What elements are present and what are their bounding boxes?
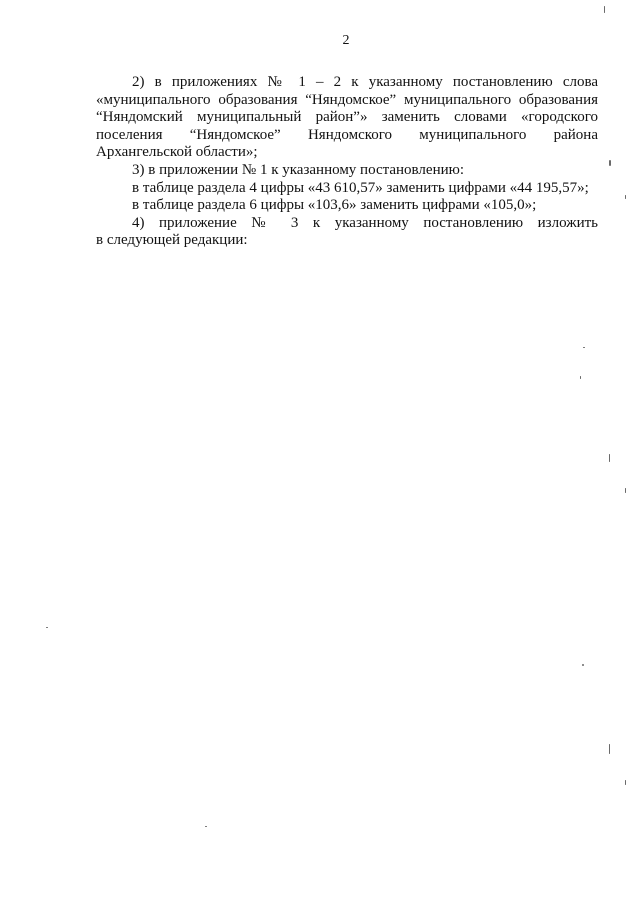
scan-speck: [609, 160, 611, 166]
item-3-intro: 3) в приложении № 1 к указанному постановлению:: [132, 161, 464, 178]
item-2-line-2: «муниципального образования “Няндомское” муниципального образования: [96, 91, 598, 108]
item-2-line-3: “Няндомский муниципальный район”» заменить словами «городского: [96, 109, 598, 126]
scan-speck: [580, 376, 581, 379]
document-body: [96, 74, 598, 250]
scan-speck: [625, 488, 626, 493]
item-2-line-4: поселения “Няндомское” Няндомского муниципального района: [96, 126, 598, 143]
item-2-line-1: 2) в приложениях № 1 – 2 к указанному постановлению слова: [132, 74, 598, 90]
scan-speck: [609, 744, 610, 754]
item-3-table-4-change: в таблице раздела 4 цифры «43 610,57» заменить цифрами «44 195,57»;: [132, 179, 589, 196]
item-4-line-2: в следующей редакции:: [96, 232, 248, 249]
scan-speck: [625, 195, 626, 199]
scan-speck: [582, 664, 584, 666]
item-4-line-1: 4) приложение № 3 к указанному постановлению изложить: [132, 214, 598, 231]
item-3-paragraph: [96, 162, 598, 215]
item-2-paragraph: [96, 74, 598, 162]
scan-speck: [609, 454, 610, 462]
scan-speck: [604, 6, 605, 13]
scan-speck: [205, 826, 207, 827]
item-3-table-6-change: в таблице раздела 6 цифры «103,6» заменить цифрами «105,0»;: [132, 197, 537, 214]
scan-speck: [583, 347, 585, 348]
item-4-paragraph: [96, 215, 598, 250]
page-number: 2: [342, 33, 350, 48]
scan-speck: [625, 780, 626, 785]
item-2-line-5: Архангельской области»;: [96, 144, 258, 161]
scan-speck: [46, 627, 48, 628]
